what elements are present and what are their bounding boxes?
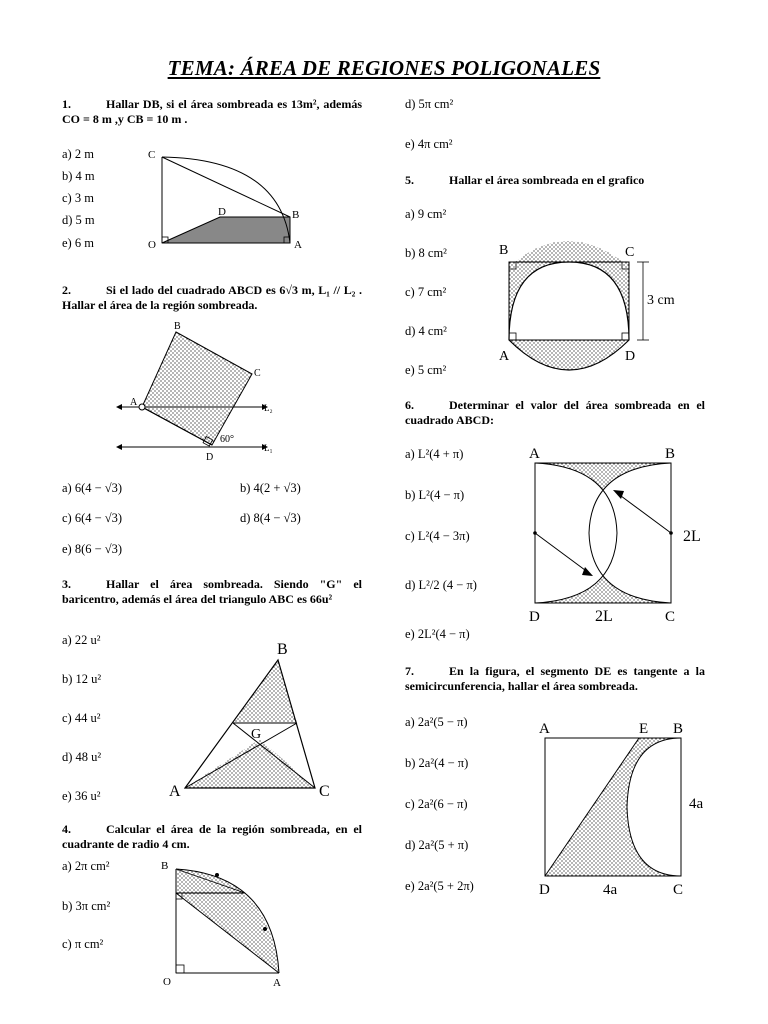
problem-4-option-e: e) 4π cm² bbox=[405, 137, 453, 151]
problem-6-option-d: d) L²/2 (4 − π) bbox=[405, 578, 477, 592]
problem-2-option-c: c) 6(4 − √3) bbox=[62, 511, 123, 525]
problem-7-option-b: b) 2a²(4 − π) bbox=[405, 756, 469, 770]
problem-7-figure bbox=[535, 718, 715, 903]
problem-5-figure bbox=[495, 240, 685, 385]
label-c: C bbox=[625, 245, 635, 260]
label-a: A bbox=[130, 397, 138, 408]
problem-7-option-c: c) 2a²(6 − π) bbox=[405, 797, 468, 811]
label-bottom: 4a bbox=[603, 882, 618, 898]
problem-6-option-c: c) L²(4 − 3π) bbox=[405, 529, 470, 543]
label-d: D bbox=[206, 452, 214, 463]
problem-6-option-a: a) L²(4 + π) bbox=[405, 447, 464, 461]
problem-3-option-c: c) 44 u² bbox=[62, 711, 101, 725]
page-title: TEMA: ÁREA DE REGIONES POLIGONALES bbox=[167, 56, 601, 80]
problem-2-option-d: d) 8(4 − √3) bbox=[240, 511, 301, 525]
problem-7-statement: 7. En la figura, el segmento DE es tangente a la semicircunferencia, hallar el área sombreada. bbox=[405, 664, 705, 693]
label-o: O bbox=[148, 239, 156, 251]
problem-6-option-e: e) 2L²(4 − π) bbox=[405, 627, 470, 641]
label-d: D bbox=[529, 609, 540, 625]
label-b: B bbox=[665, 446, 676, 462]
problem-5-option-a: a) 9 cm² bbox=[405, 207, 447, 221]
problem-2-option-a: a) 6(4 − √3) bbox=[62, 481, 123, 495]
problem-3-option-a: a) 22 u² bbox=[62, 633, 101, 647]
problem-1-figure bbox=[140, 145, 310, 255]
problem-1-option-e: e) 6 m bbox=[62, 236, 94, 250]
shaded-square bbox=[142, 332, 252, 445]
label-d: D bbox=[218, 206, 226, 218]
label-b: B bbox=[499, 243, 509, 258]
problem-5-option-e: e) 5 cm² bbox=[405, 363, 447, 377]
label-b: B bbox=[161, 860, 169, 872]
problem-4-option-d: d) 5π cm² bbox=[405, 97, 454, 111]
problem-6-figure bbox=[525, 443, 715, 628]
label-side: 2L bbox=[683, 528, 701, 545]
label-b: B bbox=[174, 321, 181, 332]
problem-2-figure bbox=[118, 318, 288, 466]
shaded-region bbox=[545, 738, 681, 876]
label-d: D bbox=[625, 349, 636, 364]
label-side: 4a bbox=[689, 796, 704, 812]
problem-3-statement: 3. Hallar el área sombreada. Siendo "G" el baricentro, además el área del triangulo ABC es 66u² bbox=[62, 577, 362, 606]
label-b: B bbox=[277, 641, 288, 658]
label-c: C bbox=[665, 609, 676, 625]
problem-2-statement: 2. Si el lado del cuadrado ABCD es 6√3 m, L₁ // L₂ . Hallar el área de la región sombreada. bbox=[62, 283, 362, 312]
problem-7-option-d: d) 2a²(5 + π) bbox=[405, 838, 469, 852]
label-b: B bbox=[673, 721, 684, 737]
problem-4-figure bbox=[155, 855, 295, 995]
label-c: C bbox=[319, 783, 330, 800]
problem-5-option-b: b) 8 cm² bbox=[405, 246, 447, 260]
label-a: A bbox=[529, 446, 540, 462]
problem-1-option-d: d) 5 m bbox=[62, 213, 95, 227]
problem-4-option-c: c) π cm² bbox=[62, 937, 104, 951]
problem-1-option-a: a) 2 m bbox=[62, 147, 94, 161]
problem-7-option-e: e) 2a²(5 + 2π) bbox=[405, 879, 474, 893]
label-g: G bbox=[251, 727, 262, 742]
problem-5-option-d: d) 4 cm² bbox=[405, 324, 447, 338]
problem-1-statement: 1. Hallar DB, si el área sombreada es 13m², además CO = 8 m ,y CB = 10 m . bbox=[62, 97, 362, 126]
label-dim: 3 cm bbox=[647, 293, 675, 308]
problem-3-figure bbox=[165, 638, 340, 808]
problem-5-option-c: c) 7 cm² bbox=[405, 285, 447, 299]
label-a: A bbox=[499, 349, 510, 364]
label-angle: 60° bbox=[220, 434, 234, 445]
problem-3-option-b: b) 12 u² bbox=[62, 672, 102, 686]
label-e: E bbox=[639, 721, 649, 737]
label-d: D bbox=[539, 882, 550, 898]
problem-5-statement: 5. Hallar el área sombreada en el grafico bbox=[405, 173, 645, 187]
shaded-bottom bbox=[185, 739, 315, 788]
label-bottom: 2L bbox=[595, 608, 613, 625]
problem-4-option-a: a) 2π cm² bbox=[62, 859, 110, 873]
problem-4-statement: 4. Calcular el área de la región sombreada, en el cuadrante de radio 4 cm. bbox=[62, 822, 362, 851]
label-l1: L₁ bbox=[264, 443, 273, 453]
label-c: C bbox=[673, 882, 684, 898]
problem-6-statement: 6. Determinar el valor del área sombreada en el cuadrado ABCD: bbox=[405, 398, 705, 427]
problem-6-option-b: b) L²(4 − π) bbox=[405, 488, 465, 502]
label-a: A bbox=[294, 239, 302, 251]
label-c: C bbox=[254, 368, 261, 379]
problem-3-option-d: d) 48 u² bbox=[62, 750, 102, 764]
problem-3-option-e: e) 36 u² bbox=[62, 789, 101, 803]
problem-2-option-e: e) 8(6 − √3) bbox=[62, 542, 123, 556]
problem-4-option-b: b) 3π cm² bbox=[62, 899, 111, 913]
label-a: A bbox=[539, 721, 550, 737]
label-b: B bbox=[292, 209, 300, 221]
problem-1-option-b: b) 4 m bbox=[62, 169, 95, 183]
label-a: A bbox=[273, 977, 281, 989]
problem-1-option-c: c) 3 m bbox=[62, 191, 94, 205]
label-a: A bbox=[169, 783, 181, 800]
shaded-trapezoid bbox=[162, 217, 290, 243]
problem-2-option-b: b) 4(2 + √3) bbox=[240, 481, 301, 495]
label-o: O bbox=[163, 976, 171, 988]
label-l2: L₂ bbox=[264, 403, 273, 413]
label-c: C bbox=[148, 149, 156, 161]
problem-7-option-a: a) 2a²(5 − π) bbox=[405, 715, 468, 729]
